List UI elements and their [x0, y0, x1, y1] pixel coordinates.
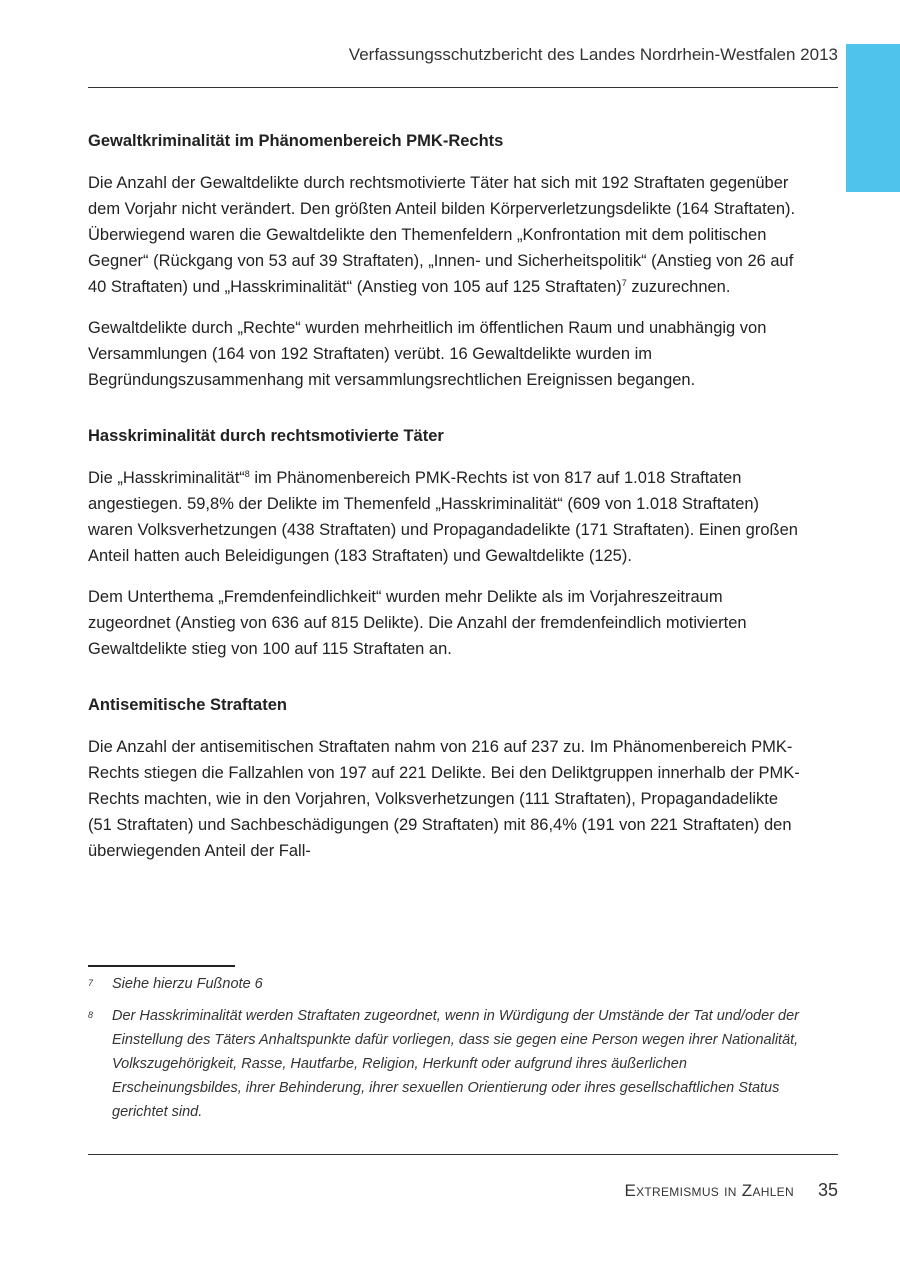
paragraph [88, 465, 800, 569]
paragraph: Gewaltdelikte durch „Rechte“ wurden mehrheitlich im öffentlichen Raum und unabhängig von Versammlungen (164 von 192 Straftaten) verübt. 16 Gewaltdelikte wurden im Begründungszusammenhang mit versammlungsrechtlichen Ereignissen begangen. [88, 319, 767, 389]
footer-section-title: Extremismus in Zahlen [624, 1181, 794, 1200]
paragraph-text-end: im Phänomenbereich PMK-Rechts ist von 817 auf 1.018 Straftaten angestiegen. 59,8% der Delikte im Themenfeld „Hasskriminalität“ (609 von 1.018 Straftaten) waren Volksverhetzungen (438 Straftaten) und Propagandadelikte (171 Straftaten). Einen großen Anteil hatten auch Beleidigungen (183 Straftaten) und Gewaltdelikte (125). [88, 469, 798, 565]
main-content [88, 128, 800, 894]
paragraph-text: Die Anzahl der Gewaltdelikte durch rechtsmotivierte Täter hat sich mit 192 Straftaten gegenüber dem Vorjahr nicht verändert. Den größten Anteil bilden Körperverletzungsdelikte (164 Straftaten). Überwiegend waren die Gewaltdelikte den Themenfeldern „Konfrontation mit dem politischen Gegner“ (Rückgang von 53 auf 39 Straftaten), „Innen- und Sicherheitspolitik“ (Anstieg von 26 auf 40 Straftaten) und „Hasskriminalität“ (Anstieg von 105 auf 125 Straftaten) [88, 174, 796, 296]
section-hasskriminalitaet [88, 423, 800, 662]
section-gewaltkriminalitaet [88, 128, 800, 393]
paragraph-text: Die „Hasskriminalität“ [88, 469, 245, 487]
page-footer [88, 1180, 838, 1201]
footnotes [88, 972, 800, 1132]
section-antisemitische-straftaten [88, 692, 800, 864]
section-heading: Hasskriminalität durch rechtsmotivierte Täter [88, 427, 444, 445]
footnote-text: Der Hasskriminalität werden Straftaten zugeordnet, wenn in Würdigung der Umstände der Tat und/oder der Einstellung des Täters Anhaltspunkte dafür vorliegen, dass sie gegen eine Person wegen ihrer Nationalität, Volkszugehörigkeit, Rasse, Hautfarbe, Religion, Herkunft oder aufgrund ihres äußerlichen Erscheinungsbildes, ihrer Behinderung, ihrer sexuellen Orientierung oder ihres gesellschaftlichen Status gerichtet sind. [112, 1008, 799, 1120]
header-rule [88, 87, 838, 88]
page-number: 35 [817, 1180, 838, 1200]
footnote-number: 7 [88, 978, 94, 988]
paragraph: Die Anzahl der antisemitischen Straftaten nahm von 216 auf 237 zu. Im Phänomenbereich PMK-Rechts stiegen die Fallzahlen von 197 auf 221 Delikte. Bei den Deliktgruppen innerhalb der PMK-Rechts machten, wie in den Vorjahren, Volksverhetzungen (111 Straftaten), Propagandadelikte (51 Straftaten) und Sachbeschädigungen (29 Straftaten) mit 86,4% (191 von 221 Straftaten) den überwiegenden Anteil der Fall- [88, 738, 800, 860]
footnote-text: Siehe hierzu Fußnote 6 [112, 976, 263, 992]
footnote-number: 8 [88, 1010, 94, 1020]
paragraph: Dem Unterthema „Fremdenfeindlichkeit“ wurden mehr Delikte als im Vorjahreszeitraum zugeordnet (Anstieg von 636 auf 815 Delikte). Die Anzahl der fremdenfeindlich motivierten Gewaltdelikte stieg von 100 auf 115 Straftaten an. [88, 588, 747, 658]
footnote-separator [88, 965, 235, 967]
footnote-8 [88, 1004, 800, 1124]
footnote-ref-7[interactable]: 7 [621, 278, 627, 288]
chapter-color-tab [846, 44, 900, 192]
running-header: Verfassungsschutzbericht des Landes Nordrhein-Westfalen 2013 [348, 45, 838, 64]
section-heading: Antisemitische Straftaten [88, 696, 287, 714]
footer-rule [88, 1154, 838, 1155]
paragraph [88, 170, 800, 300]
footnote-ref-8[interactable]: 8 [244, 469, 250, 479]
paragraph-text-end: zuzurechnen. [626, 278, 731, 296]
footnote-7 [88, 972, 800, 996]
section-heading: Gewaltkriminalität im Phänomenbereich PMK-Rechts [88, 132, 504, 150]
